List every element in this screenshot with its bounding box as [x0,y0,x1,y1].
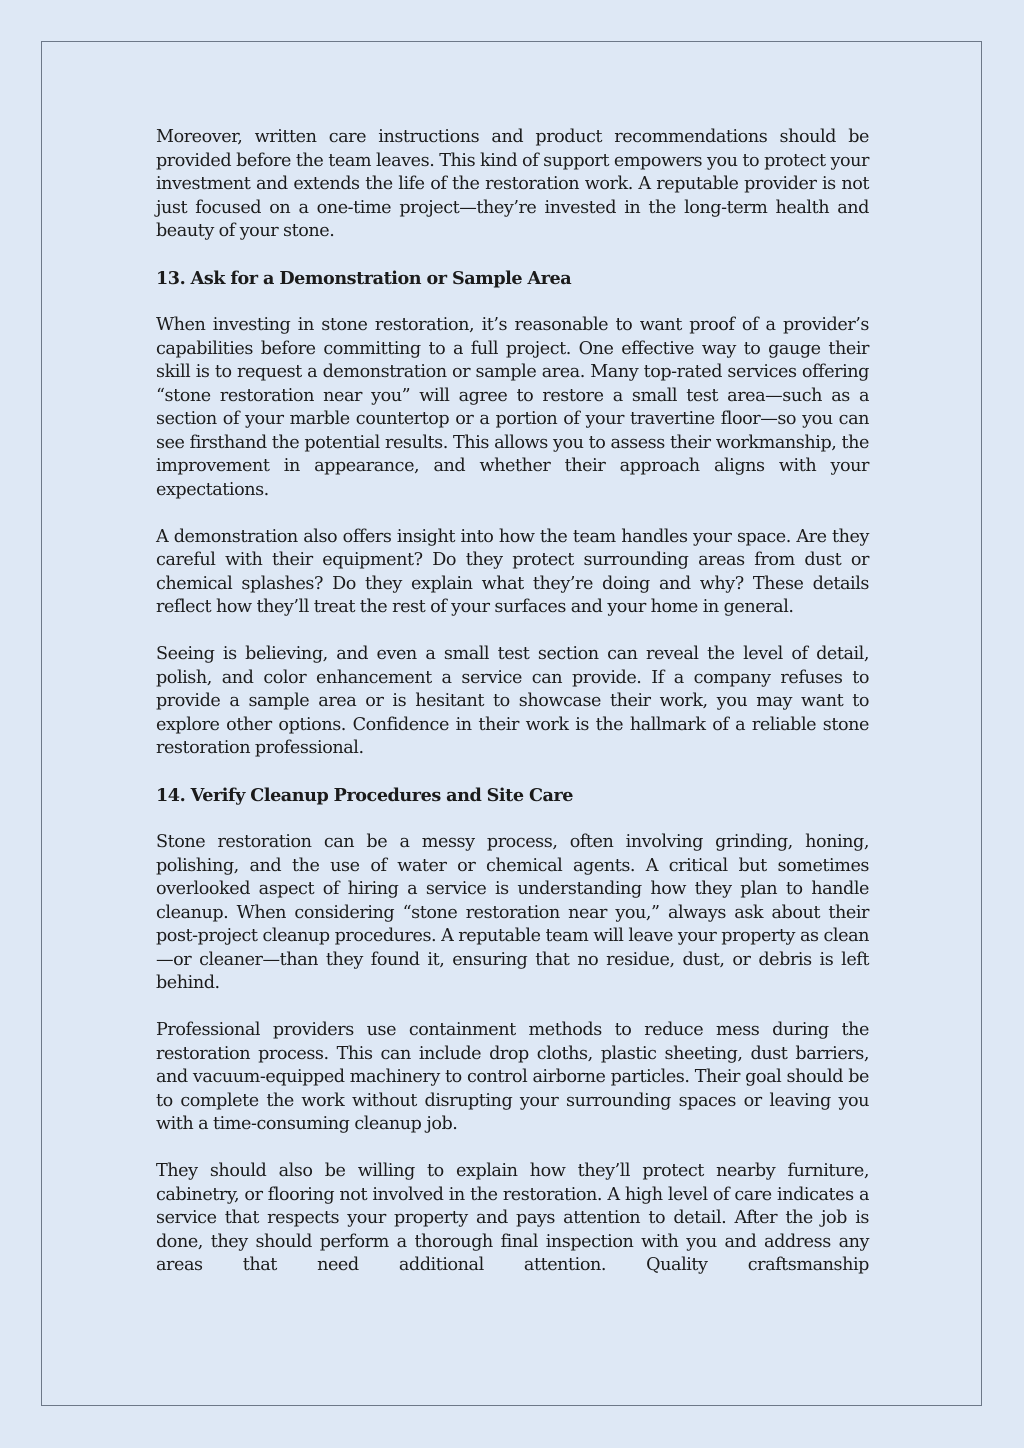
paragraph-demonstration-insight: A demonstration also offers insight into how the team handles your space. Are they careful with their equipment? Do they protect surrounding areas from dust or chemical splashes? Do they explain what they’re doing and why? These details reflect how they’ll treat the rest of your surfaces and your home in general. [156,526,869,617]
document-body [156,126,869,1278]
paragraph-cleanup-messy-process: Stone restoration can be a messy process, often involving grinding, honing, polishing, and the use of water or chemical agents. A critical but sometimes overlooked aspect of hiring a service is understanding how they plan to handle cleanup. When considering “stone restoration near you,” always ask about their post-project cleanup procedures. A reputable team will leave your property as clean—or cleaner—than they found it, ensuring that no residue, dust, or debris is left behind. [156,832,869,993]
paragraph-care-instructions: Moreover, written care instructions and product recommendations should be provided before the team leaves. This kind of support empowers you to protect your investment and extends the life of the restoration work. A reputable provider is not just focused on a one-time project—they’re invested in the long-term health and beauty of your stone. [156,127,869,241]
paragraph-protect-furniture: They should also be willing to explain how they’ll protect nearby furniture, cabinetry, or flooring not involved in the restoration. A high level of care indicates a service that respects your property and pays attention to detail. After the job is done, they should perform a thorough final inspection with you and address any areas that need additional attention. Quality craftsmanship [156,1161,869,1275]
paragraph-containment-methods: Professional providers use containment methods to reduce mess during the restoration process. This can include drop cloths, plastic sheeting, dust barriers, and vacuum-equipped machinery to control airborne particles. Their goal should be to complete the work without disrupting your surrounding spaces or leaving you with a time-consuming cleanup job. [156,1020,869,1134]
paragraph-seeing-is-believing: Seeing is believing, and even a small test section can reveal the level of detail, polish, and color enhancement a service can provide. If a company refuses to provide a sample area or is hesitant to showcase their work, you may want to explore other options. Confidence in their work is the hallmark of a reliable stone restoration professional. [156,644,869,758]
page-frame [41,41,982,1406]
paragraph-demonstration-proof: When investing in stone restoration, it’s reasonable to want proof of a provider’s capabilities before committing to a full project. One effective way to gauge their skill is to request a demonstration or sample area. Many top-rated services offering “stone restoration near you” will agree to restore a small test area—such as a section of your marble countertop or a portion of your travertine floor—so you can see firsthand the potential results. This allows you to assess their workmanship, the improvement in appearance, and whether their approach aligns with your expectations. [156,315,869,500]
heading-cleanup-procedures: 14. Verify Cleanup Procedures and Site Care [156,785,574,806]
heading-demonstration-sample: 13. Ask for a Demonstration or Sample Area [156,268,572,289]
